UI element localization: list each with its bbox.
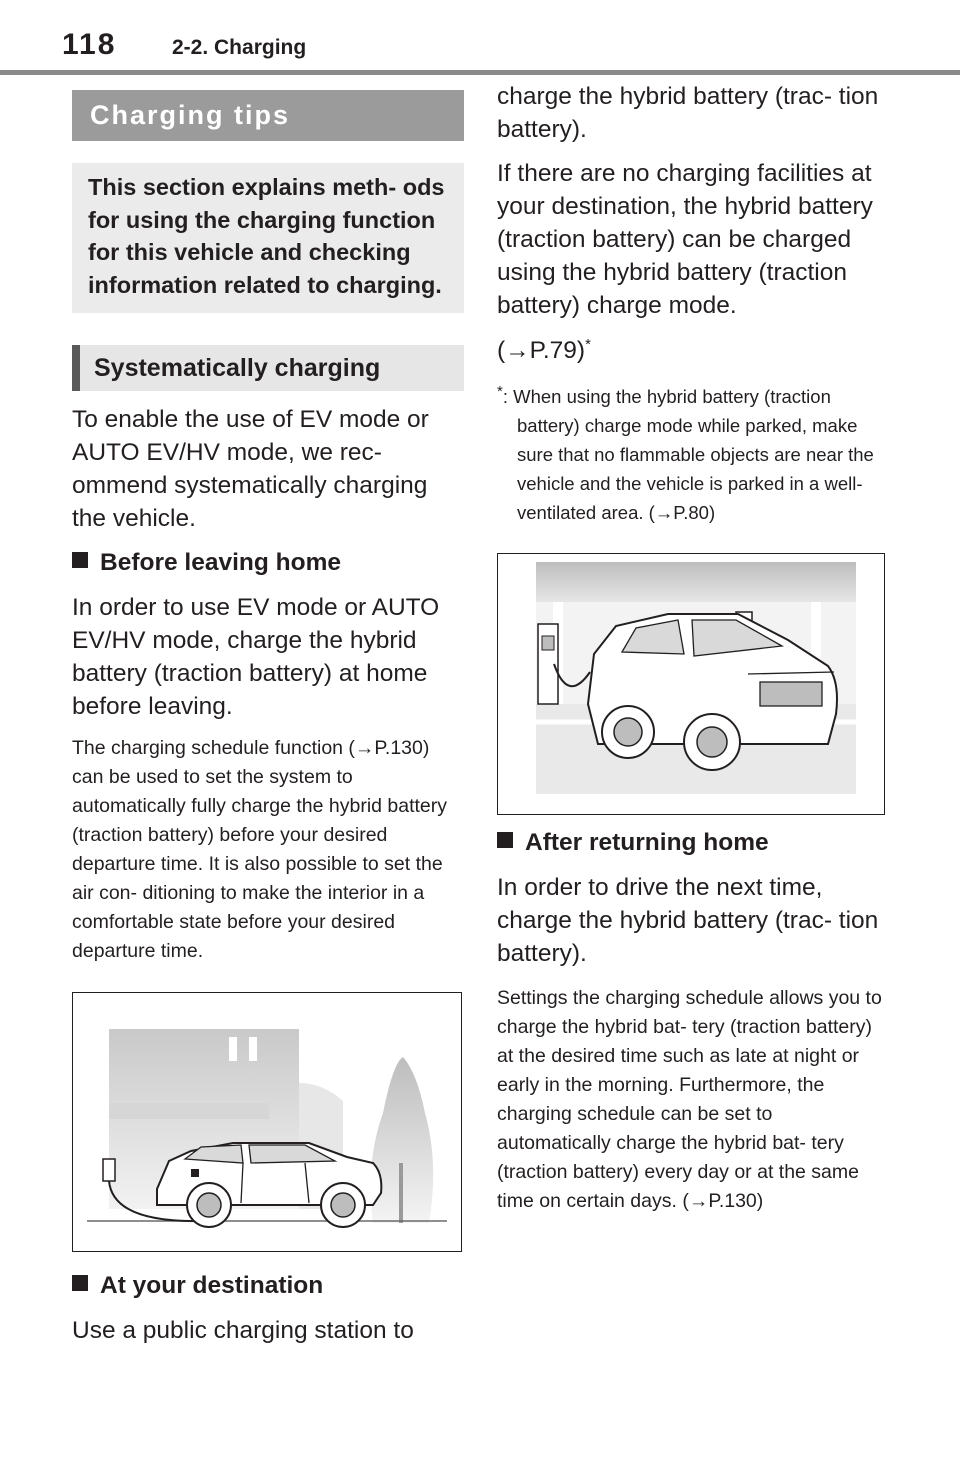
page-header xyxy=(0,0,960,76)
home-charging-icon xyxy=(73,993,461,1251)
right-column xyxy=(497,80,889,1216)
section-title: 2-2. Charging xyxy=(172,36,307,59)
item-heading-text: After returning home xyxy=(525,829,769,857)
intro-box: This section explains meth- ods for using the charging function for this vehicle and checking information related to charging. xyxy=(72,163,464,313)
item-paragraph-destination: Use a public charging station to xyxy=(72,1317,414,1344)
item-heading-after-returning xyxy=(497,827,889,859)
square-bullet-icon xyxy=(72,1275,88,1291)
header-divider xyxy=(0,70,960,75)
page-title: Charging tips xyxy=(72,90,464,141)
intro-paragraph: To enable the use of EV mode or AUTO EV/HV mode, we rec- ommend systematically charging the vehicle. xyxy=(72,406,429,532)
left-column xyxy=(72,90,464,1347)
item-heading-text: At your destination xyxy=(100,1272,324,1299)
item-heading-text: Before leaving home xyxy=(100,549,341,576)
square-bullet-icon xyxy=(497,832,513,848)
footnote-text: : When using the hybrid battery (traction battery) charge mode while parked, make sure that no flammable objects are near the vehicle and the vehicle is parked in a well-ventilated area. (→P.80) xyxy=(502,386,874,524)
continued-paragraph: charge the hybrid battery (trac- tion battery). xyxy=(497,83,879,143)
page-number: 118 xyxy=(62,28,117,61)
public-charging-illustration xyxy=(497,553,885,815)
item-note-after-returning: Settings the charging schedule allows you to charge the hybrid bat- tery (traction battery) at the desired time such as late at night or early in the morning. Furthermore, the charging schedule can be set to automatically charge the hybrid bat- tery (traction battery) every day or at the same time on certain days. (→P.130) xyxy=(497,987,882,1213)
item-heading-destination xyxy=(72,1270,464,1302)
item-heading-before-leaving xyxy=(72,547,464,579)
item-paragraph-after-returning: In order to drive the next time, charge the hybrid battery (trac- tion battery). xyxy=(497,874,879,968)
home-charging-illustration xyxy=(72,992,462,1252)
footnote xyxy=(497,377,889,527)
public-charging-icon xyxy=(498,554,884,814)
footnote-marker: * xyxy=(585,336,591,353)
footnote-mark: * xyxy=(497,383,503,401)
page-reference xyxy=(497,328,889,367)
square-bullet-icon xyxy=(72,552,88,568)
item-paragraph-before-leaving: In order to use EV mode or AUTO EV/HV mode, charge the hybrid battery (traction battery) at home before leaving. xyxy=(72,594,440,720)
charge-mode-paragraph: If there are no charging facilities at your destination, the hybrid battery (traction battery) can be charged using the hybrid battery (traction battery) charge mode. xyxy=(497,160,873,319)
subsection-heading: Systematically charging xyxy=(72,345,464,391)
reference-text: (→P.79) xyxy=(497,337,586,365)
item-note-before-leaving: The charging schedule function (→P.130) can be used to set the system to automatically fully charge the hybrid battery (traction battery) before your desired departure time. It is also possible to set the air con- ditioning to make the interior in a comfortable state before your desired departure time. xyxy=(72,737,448,962)
